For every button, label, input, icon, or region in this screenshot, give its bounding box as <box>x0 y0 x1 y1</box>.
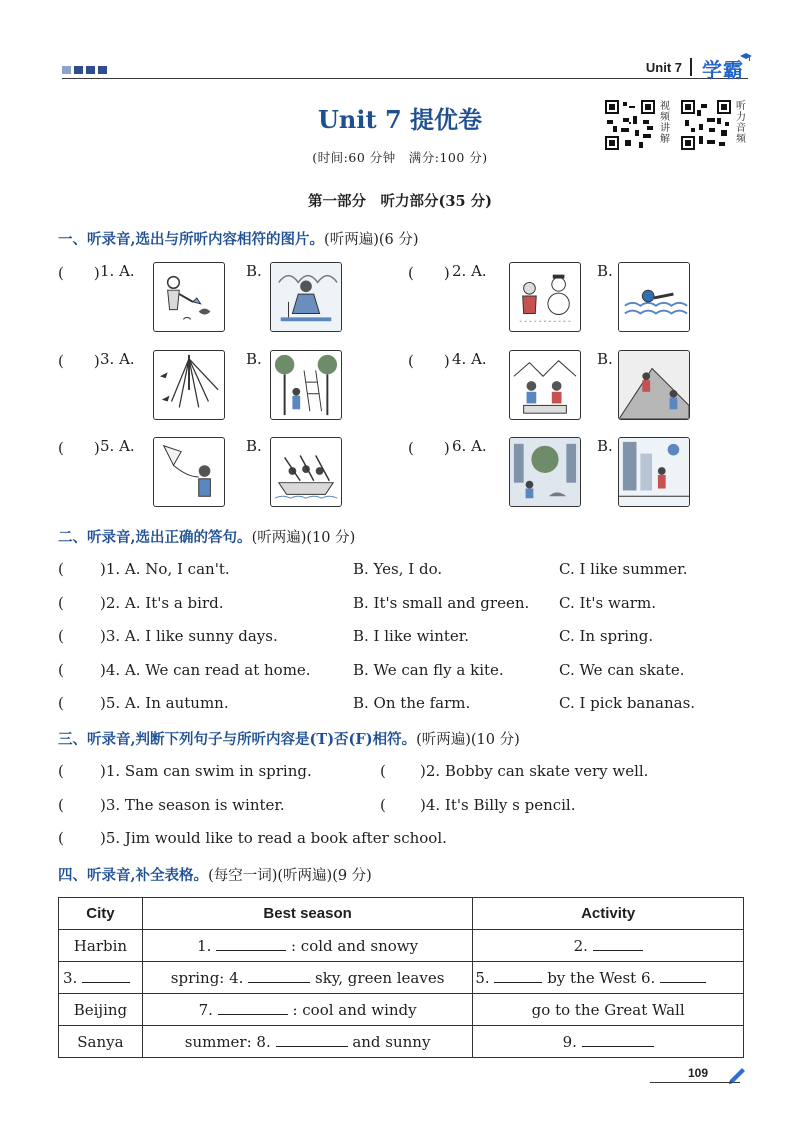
city-cell: Sanya <box>59 1026 143 1058</box>
s2-item4-paren[interactable]: ( <box>58 661 64 679</box>
table-header-row <box>59 898 744 930</box>
page-title: Unit 7 提优卷 <box>318 105 482 134</box>
qr-code-video[interactable] <box>605 100 655 150</box>
city-cell: Harbin <box>59 930 143 962</box>
picture-5a <box>153 437 225 507</box>
blank-label: spring: 4. <box>170 969 244 987</box>
s2-item1-option-b: B. Yes, I do. <box>353 560 443 578</box>
s2-item1-option-a: )1. A. No, I can't. <box>100 560 230 578</box>
answer-paren[interactable]: ( ) <box>58 264 100 282</box>
s3-item2-paren[interactable]: ( <box>380 762 386 780</box>
item2-number: 2. A. <box>452 262 487 280</box>
season-text: : cold and snowy <box>290 937 419 955</box>
item3-number: 3. A. <box>100 350 135 368</box>
section2-title: 二、听录音,选出正确的答句。 <box>58 529 252 546</box>
s2-item1-option-c: C. I like summer. <box>559 560 688 578</box>
s2-item5-option-a: )5. A. In autumn. <box>100 694 229 712</box>
season-cell <box>142 930 472 962</box>
city-cell: Beijing <box>59 994 143 1026</box>
season-text: and sunny <box>352 1033 431 1051</box>
section4-title: 四、听录音,补全表格。 <box>58 867 209 884</box>
s2-item5-paren[interactable]: ( <box>58 694 64 712</box>
header-city: City <box>59 898 143 930</box>
season-cell <box>142 1026 472 1058</box>
table-row <box>59 994 744 1026</box>
table-row <box>59 930 744 962</box>
activity-cell <box>473 962 744 994</box>
qr-caption-audio: 听力音频 <box>736 101 746 145</box>
blank-5[interactable] <box>494 968 542 983</box>
blank-9[interactable] <box>582 1032 654 1047</box>
graduation-cap-icon <box>740 52 752 62</box>
s2-item5-option-b: B. On the farm. <box>353 694 471 712</box>
s3-item5-text: )5. Jim would like to read a book after school. <box>100 829 447 847</box>
s2-item2-option-a: )2. A. It's a bird. <box>100 594 224 612</box>
picture-1a <box>153 262 225 332</box>
section3-heading <box>58 728 520 749</box>
header-unit-label: Unit 7 <box>645 60 682 75</box>
s3-item3-text: )3. The season is winter. <box>100 796 285 814</box>
section2-heading <box>58 526 355 547</box>
qr-code-audio[interactable] <box>681 100 731 150</box>
picture-4a <box>509 350 581 420</box>
picture-6b <box>618 437 690 507</box>
s2-item4-option-b: B. We can fly a kite. <box>353 661 504 679</box>
s2-item4-option-a: )4. A. We can read at home. <box>100 661 311 679</box>
item5-option-b: B. <box>246 437 262 455</box>
header-rule <box>62 78 748 79</box>
answer-paren[interactable]: ( ) <box>58 352 100 370</box>
s3-item2-text: )2. Bobby can skate very well. <box>420 762 649 780</box>
item6-number: 6. A. <box>452 437 487 455</box>
s3-item5-paren[interactable]: ( <box>58 829 64 847</box>
s3-item3-paren[interactable]: ( <box>58 796 64 814</box>
section4-heading <box>58 864 372 885</box>
s2-item3-option-a: )3. A. I like sunny days. <box>100 627 278 645</box>
blank-6[interactable] <box>660 968 706 983</box>
blank-1[interactable] <box>216 936 286 951</box>
activity-cell: go to the Great Wall <box>473 994 744 1026</box>
table-row <box>59 962 744 994</box>
blank-8[interactable] <box>276 1032 348 1047</box>
answer-paren[interactable]: ( ) <box>58 439 100 457</box>
s2-item5-option-c: C. I pick bananas. <box>559 694 696 712</box>
header-best-season: Best season <box>142 898 472 930</box>
section1-title: 一、听录音,选出与所听内容相符的图片。 <box>58 231 325 248</box>
page-number: 109 <box>687 1066 708 1080</box>
section1-heading <box>58 228 419 249</box>
s2-item1-paren[interactable]: ( <box>58 560 64 578</box>
picture-3b <box>270 350 342 420</box>
fill-in-table <box>58 897 744 1058</box>
blank-label: 9. <box>562 1033 577 1051</box>
section3-points: (听两遍)(10 分) <box>416 732 520 748</box>
activity-text: by the West 6. <box>547 969 656 987</box>
item3-option-b: B. <box>246 350 262 368</box>
s2-item2-option-b: B. It's small and green. <box>353 594 530 612</box>
blank-label: 5. <box>475 969 490 987</box>
brand-logo: 学霸 <box>702 58 744 82</box>
qr-code-icon <box>605 100 655 150</box>
item1-option-b: B. <box>246 262 262 280</box>
activity-cell <box>473 930 744 962</box>
blank-7[interactable] <box>218 1000 288 1015</box>
s3-item1-text: )1. Sam can swim in spring. <box>100 762 312 780</box>
item5-number: 5. A. <box>100 437 135 455</box>
item6-option-b: B. <box>597 437 613 455</box>
header-separator <box>690 58 692 76</box>
blank-label: 7. <box>198 1001 213 1019</box>
blank-label: 3. <box>63 969 78 987</box>
s3-item4-paren[interactable]: ( <box>380 796 386 814</box>
section1-points: (听两遍)(6 分) <box>324 232 419 248</box>
item1-number: 1. A. <box>100 262 135 280</box>
season-text: sky, green leaves <box>315 969 445 987</box>
header-decor-bars <box>62 66 107 74</box>
section3-title: 三、听录音,判断下列句子与所听内容是(T)否(F)相符。 <box>58 731 417 748</box>
season-cell <box>142 994 472 1026</box>
s3-item4-text: )4. It's Billy s pencil. <box>420 796 576 814</box>
blank-2[interactable] <box>593 936 643 951</box>
answer-paren[interactable]: ( ) <box>408 439 450 457</box>
city-cell <box>59 962 143 994</box>
qr-caption-video: 视频讲解 <box>660 101 670 145</box>
answer-paren[interactable]: ( ) <box>408 264 450 282</box>
qr-code-icon <box>681 100 731 150</box>
picture-1b <box>270 262 342 332</box>
s3-item1-paren[interactable]: ( <box>58 762 64 780</box>
blank-3[interactable] <box>82 968 130 983</box>
item4-number: 4. A. <box>452 350 487 368</box>
exam-time-score: (时间:60 分钟 满分:100 分) <box>312 150 488 165</box>
section2-points: (听两遍)(10 分) <box>251 530 356 546</box>
blank-4[interactable] <box>248 968 310 983</box>
picture-5b <box>270 437 342 507</box>
picture-4b <box>618 350 690 420</box>
s2-item2-option-c: C. It's warm. <box>559 594 656 612</box>
s2-item2-paren[interactable]: ( <box>58 594 64 612</box>
picture-2b <box>618 262 690 332</box>
part-one-heading: 第一部分 听力部分(35 分) <box>308 193 492 210</box>
blank-label: 2. <box>573 937 588 955</box>
picture-6a <box>509 437 581 507</box>
blank-label: 1. <box>197 937 212 955</box>
section4-points: (每空一词)(听两遍)(9 分) <box>208 868 372 884</box>
blank-label: summer: 8. <box>184 1033 271 1051</box>
s2-item3-paren[interactable]: ( <box>58 627 64 645</box>
item2-option-b: B. <box>597 262 613 280</box>
s2-item3-option-c: C. In spring. <box>559 627 654 645</box>
season-text: : cool and windy <box>292 1001 417 1019</box>
answer-paren[interactable]: ( ) <box>408 352 450 370</box>
picture-3a <box>153 350 225 420</box>
season-cell <box>142 962 472 994</box>
s2-item3-option-b: B. I like winter. <box>353 627 470 645</box>
table-row <box>59 1026 744 1058</box>
header-activity: Activity <box>473 898 744 930</box>
item4-option-b: B. <box>597 350 613 368</box>
activity-cell <box>473 1026 744 1058</box>
pencil-icon <box>726 1062 748 1084</box>
s2-item4-option-c: C. We can skate. <box>559 661 685 679</box>
picture-2a <box>509 262 581 332</box>
